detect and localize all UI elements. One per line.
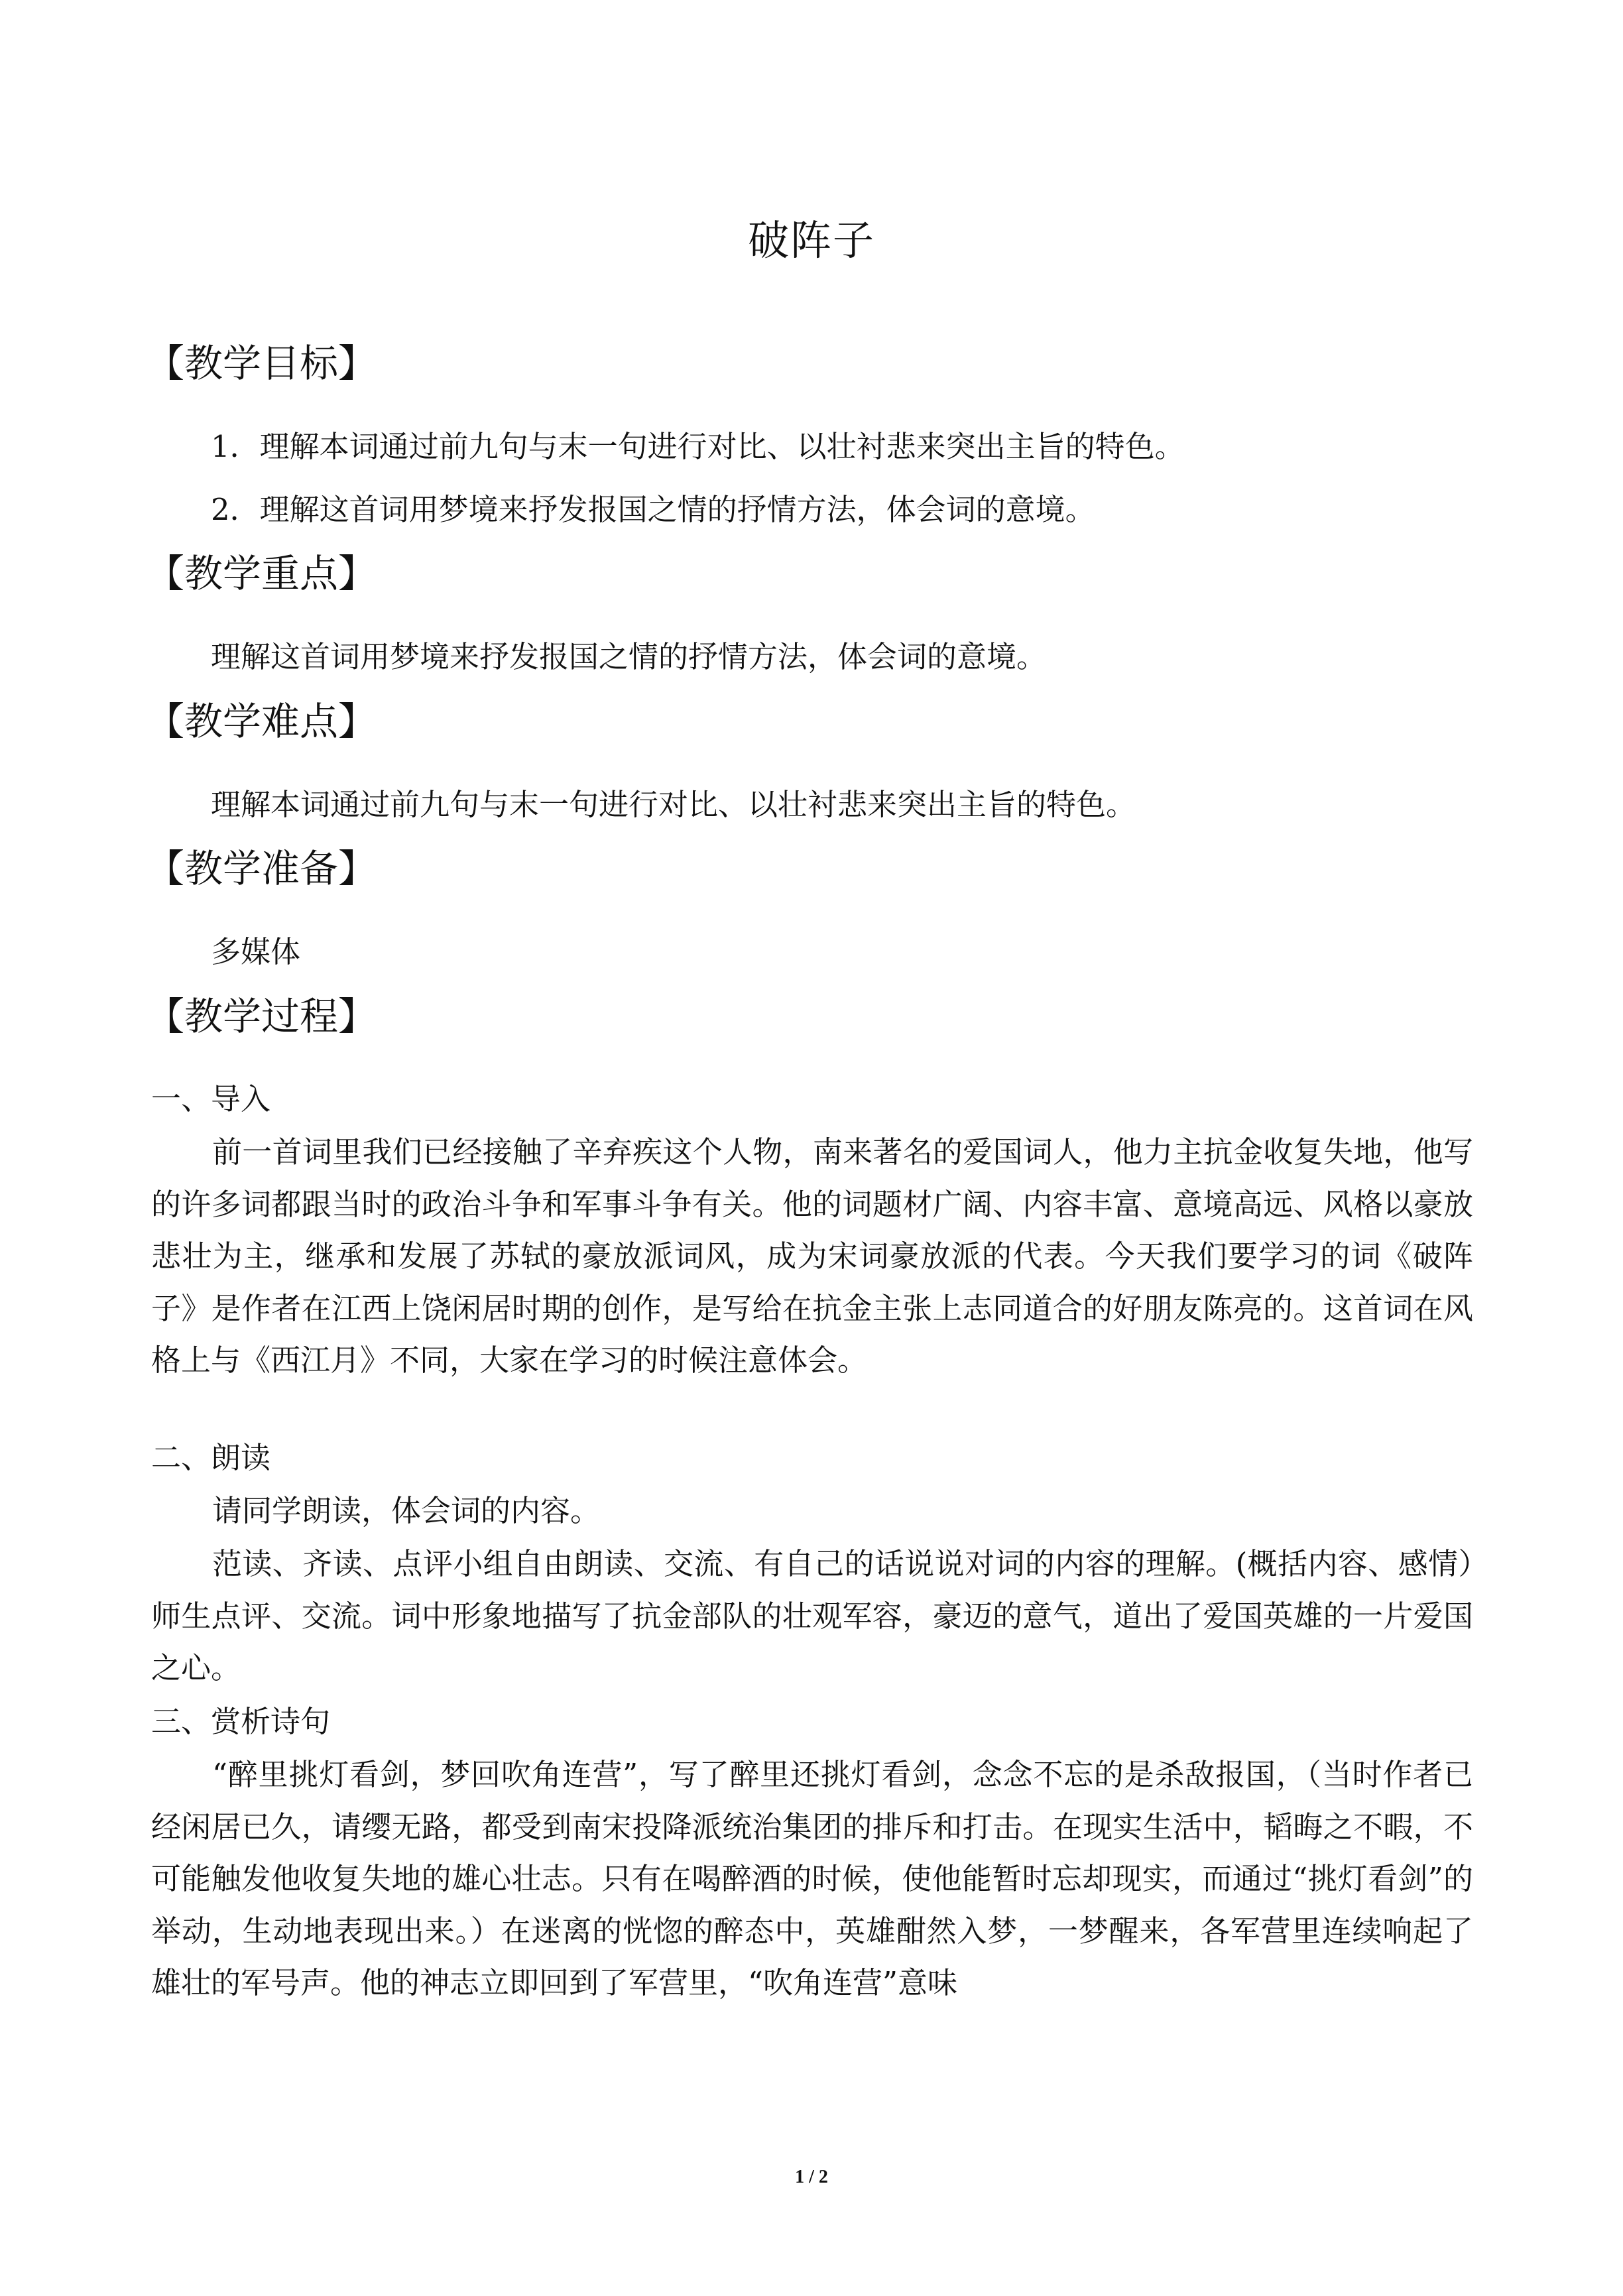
objective-item-1: 1．理解本词通过前九句与末一句进行对比、以壮衬悲来突出主旨的特色。 [211,429,1185,464]
heading-difficulties: 【教学难点】 [146,699,377,744]
heading-objectives: 【教学目标】 [146,341,377,386]
section-reading-title: 二、朗读 [151,1440,271,1475]
section-intro-paragraph: 前一首词里我们已经接触了辛弃疾这个人物，南来著名的爱国词人，他力主抗金收复失地，他写的许多词都跟当时的政治斗争和军事斗争有关。他的词题材广阔、内容丰富、意境高远、风格以豪放悲壮为主，继承和发展了苏轼的豪放派词风，成为宋词豪放派的代表。今天我们要学习的词《破阵子》是作者在江西上饶闲居时期的创作，是写给在抗金主张上志同道合的好朋友陈亮的。这首词在风格上与《西江月》不同，大家在学习的时候注意体会。 [151,1134,1473,1378]
preparation-text: 多媒体 [211,934,301,969]
section-intro-title: 一、导入 [151,1081,271,1117]
section-reading-paragraph-1: 请同学朗读，体会词的内容。 [212,1493,601,1528]
section-reading-paragraph-2: 范读、齐读、点评小组自由朗读、交流、有自己的话说说对词的内容的理解。(概括内容、感情）师生点评、交流。词中形象地描写了抗金部队的壮观军容，豪迈的意气，道出了爱国英雄的一片爱国之心。 [151,1546,1473,1685]
objective-item-2: 2．理解这首词用梦境来抒发报国之情的抒情方法，体会词的意境。 [211,492,1095,527]
difficulties-text: 理解本词通过前九句与末一句进行对比、以壮衬悲来突出主旨的特色。 [211,787,1136,822]
section-appreciation-paragraph: “醉里挑灯看剑，梦回吹角连营”，写了醉里还挑灯看剑，念念不忘的是杀敌报国，（当时作者已经闲居已久，请缨无路，都受到南宋投降派统治集团的排斥和打击。在现实生活中，韬晦之不暇，不可能触发他收复失地的雄心壮志。只有在喝醉酒的时候，使他能暂时忘却现实，而通过“挑灯看剑”的举动，生动地表现出来。）在迷离的恍惚的醉态中，英雄酣然入梦，一梦醒来，各军营里连续响起了雄壮的军号声。他的神志立即回到了军营里，“吹角连营”意味 [151,1757,1473,2000]
document-title: 破阵子 [747,216,875,265]
page-number: 1 / 2 [795,2167,828,2187]
heading-preparation: 【教学准备】 [146,846,377,891]
key-points-text: 理解这首词用梦境来抒发报国之情的抒情方法，体会词的意境。 [211,639,1047,674]
section-appreciation-title: 三、赏析诗句 [151,1704,331,1739]
heading-process: 【教学过程】 [146,994,377,1039]
heading-key-points: 【教学重点】 [146,551,377,596]
